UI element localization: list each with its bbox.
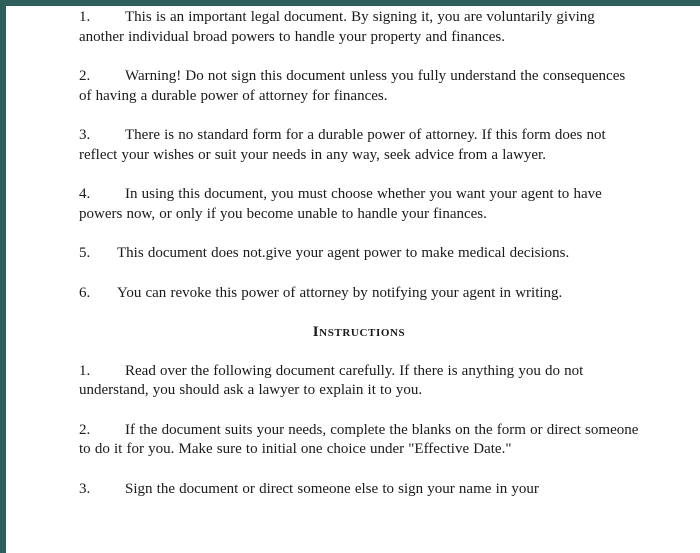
instruction-item-3 [79, 480, 639, 500]
item-text: Sign the document or direct someone else to sign your name in your [125, 480, 539, 497]
instruction-item-2 [79, 421, 639, 460]
instruction-item-1 [79, 362, 639, 401]
item-text: There is no standard form for a durable power of attorney. If this form does not reflect your wishes or suit your needs in any way, seek advice from a lawyer. [79, 127, 606, 163]
instructions-heading: Instructions [312, 324, 406, 340]
item-text: Read over the following document carefully. If there is anything you do not understand, you should ask a lawyer to explain it to you. [79, 362, 584, 398]
warning-item-1 [79, 8, 639, 47]
item-text: You can revoke this power of attorney by notifying your agent in writing. [117, 284, 563, 301]
item-number: 1. [79, 9, 91, 25]
item-number: 2. [79, 421, 91, 438]
item-text: Warning! Do not sign this document unless you fully understand the consequences of having a durable power of attorney for finances. [79, 68, 626, 104]
item-text: In using this document, you must choose whether you want your agent to have powers now, or only if you become unable to handle your finances. [79, 186, 602, 222]
item-number: 3. [79, 127, 91, 143]
warning-item-3 [79, 126, 639, 165]
document-page [6, 6, 700, 553]
item-text: If the document suits your needs, complete the blanks on the form or direct someone to do it for you. Make sure to initial one choice under "Effective Date." [79, 421, 639, 457]
item-number: 5. [79, 245, 91, 261]
item-text: This document does not.give your agent power to make medical decisions. [117, 245, 570, 261]
item-number: 4. [79, 186, 91, 202]
warning-item-6 [79, 284, 639, 304]
item-number: 3. [79, 480, 91, 497]
item-number: 1. [79, 362, 91, 379]
item-text: This is an important legal document. By signing it, you are voluntarily giving another individual broad powers to handle your property and finances. [79, 9, 595, 45]
warning-item-2 [79, 67, 639, 106]
warning-item-4 [79, 185, 639, 224]
warning-item-5 [79, 244, 639, 264]
document-body [79, 8, 639, 519]
item-number: 6. [79, 284, 91, 301]
item-number: 2. [79, 68, 91, 84]
